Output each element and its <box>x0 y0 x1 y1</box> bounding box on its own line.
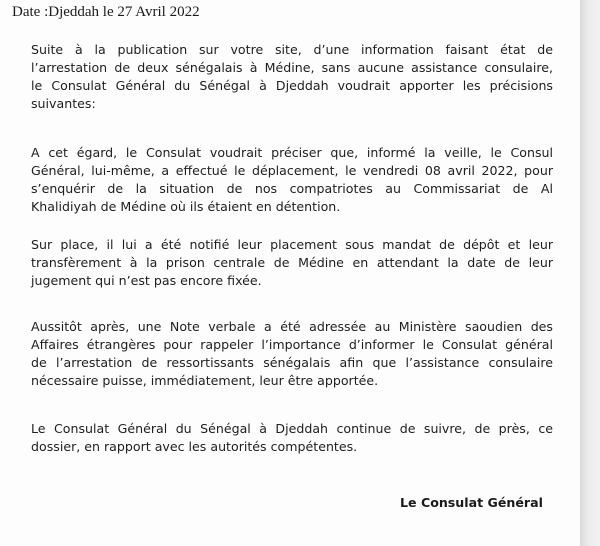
paragraph-line: dossier, en rapport avec les autorités compétentes. <box>31 439 358 454</box>
paragraph-line: l’arrestation de deux sénégalais à Médine, sans aucune assistance consulaire, <box>31 60 553 75</box>
paragraph-line: Sur place, il lui a été notifié leur placement sous mandat de dépôt et leur <box>31 237 553 252</box>
paragraph-line: A cet égard, le Consulat voudrait préciser que, informé la veille, le Consul <box>31 145 553 160</box>
paragraph-line: Suite à la publication sur votre site, d’une information faisant état de <box>31 42 553 57</box>
paragraph-line: transfèrement à la prison centrale de Médine en attendant la date de leur <box>31 255 553 270</box>
page-edge-shadow <box>580 0 600 546</box>
paragraph-5 <box>31 420 553 456</box>
signature: Le Consulat Général <box>400 495 543 510</box>
paragraph-line: Aussitôt après, une Note verbale a été adressée au Ministère saoudien des <box>31 319 553 334</box>
paragraph-2 <box>31 144 553 216</box>
paragraph-line: Affaires étrangères pour rappeler l’importance d’informer le Consulat général <box>31 337 553 352</box>
paragraph-line: Khalidiyah de Médine où ils étaient en détention. <box>31 199 341 214</box>
paragraph-line: nécessaire puisse, immédiatement, leur être apportée. <box>31 373 379 388</box>
document-date: Date :Djeddah le 27 Avril 2022 <box>12 4 200 20</box>
paragraph-line: suivantes: <box>31 96 96 111</box>
paragraph-line: de l’arrestation de ressortissants sénégalais afin que l’assistance consulaire <box>31 355 553 370</box>
paragraph-4 <box>31 318 553 390</box>
paragraph-3 <box>31 236 553 290</box>
paragraph-line: le Consulat Général du Sénégal à Djeddah voudrait apporter les précisions <box>31 78 553 93</box>
paragraph-line: s’enquérir de la situation de nos compatriotes au Commissariat de Al <box>31 181 553 196</box>
paragraph-line: Le Consulat Général du Sénégal à Djeddah continue de suivre, de près, ce <box>31 421 553 436</box>
paragraph-line: Général, lui-même, a effectué le déplacement, le vendredi 08 avril 2022, pour <box>31 163 553 178</box>
paragraph-1 <box>31 41 553 113</box>
paragraph-line: jugement qui n’est pas encore fixée. <box>31 273 262 288</box>
